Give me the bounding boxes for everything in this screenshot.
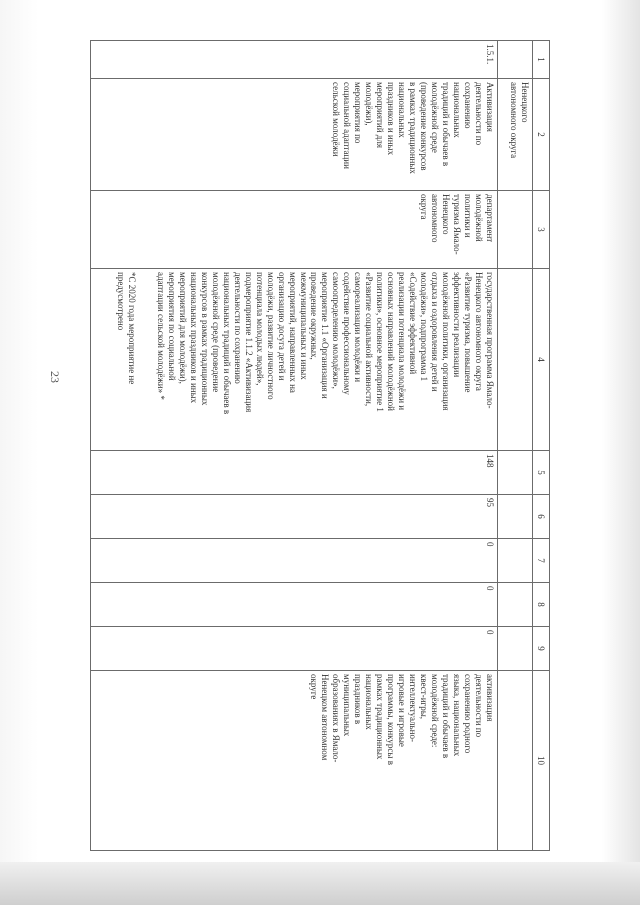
value-col-7: 0 (91, 539, 498, 583)
program-cell (91, 269, 498, 451)
rotated-table-container (90, 40, 550, 850)
continuation-row (498, 41, 533, 851)
header-cell-10: 10 (533, 671, 550, 851)
header-cell-7: 7 (533, 539, 550, 583)
value-col-6: 95 (91, 495, 498, 539)
value-col-8: 0 (91, 583, 498, 627)
page-number: 23 (48, 371, 62, 383)
value-col-9: 0 (91, 627, 498, 671)
continuation-cell-10 (498, 671, 533, 851)
continuation-cell-8 (498, 583, 533, 627)
scanner-edge-shadow (0, 862, 640, 905)
header-cell-2: 2 (533, 79, 550, 191)
continuation-cell-9 (498, 627, 533, 671)
continuation-cell-7 (498, 539, 533, 583)
program-footnote: *С 2020 года мероприятие не предусмотрено (116, 272, 137, 385)
header-cell-4: 4 (533, 269, 550, 451)
continuation-cell-4 (498, 269, 533, 451)
header-cell-1: 1 (533, 41, 550, 79)
continuation-cell-1 (498, 41, 533, 79)
value-col-5: 148 (91, 451, 498, 495)
activities-table (90, 40, 550, 851)
header-cell-5: 5 (533, 451, 550, 495)
continuation-cell-5 (498, 451, 533, 495)
header-cell-8: 8 (533, 583, 550, 627)
activity-name: Активизация деятельности по сохранению национальных традиций и обычаев в молодёжной среде (проведение конкурсов в рамках традиционных национальных праздников и иных мероприятий для молодёжи), мероприятия по социальной адаптации сельской молодёжи (91, 79, 498, 191)
header-cell-9: 9 (533, 627, 550, 671)
header-cell-6: 6 (533, 495, 550, 539)
continuation-cell-2: Ненецкого автономного округа (498, 79, 533, 191)
table-row (91, 41, 498, 851)
program-text: государственная программа Ямало- Ненецкого автономного округа «Развитие туризма, повышение эффективности реализации молодёжной политики, организация отдыха и оздоровления детей и молодёжи», подпрограмма 1 «Содействие эффективной реализации потенциала молодёжи и основных направлений молодёжной политики», основное мероприятие 1 «Развитие социальной активности, самореализации молодёжи и содействие профессиональному самоопределению молодёжи», мероприятие 1.1 «Организация и проведение окружных, межмуниципальных и иных мероприятий, направленных на организацию досуга детей и молодёжи, развитие личностного потенциала молодых людей», подмероприятие 1.1.2 «Активизация деятельности по сохранению национальных традиций и обычаев в молодёжной среде (проведение конкурсов в рамках традиционных национальных праздников и иных мероприятий для молодёжи), мероприятия по социальной адаптации сельской молодёжи» * (155, 272, 495, 415)
table-header-row (533, 41, 550, 851)
expected-result: активизация деятельности по сохранению родного языка, национальных традиций и обычаев в молодёжной среде: квест-игры, интеллектуально- игровые и игровые программы, конкурсы в рамках традиционных национальных праздников в муниципальных образованиях в Ямало- Ненецком автономном округе (91, 671, 498, 851)
continuation-cell-6 (498, 495, 533, 539)
executor: департамент молодёжной политики и туризма Ямало- Ненецкого автономного округа (91, 191, 498, 269)
row-number: 1.5.1. (91, 41, 498, 79)
header-cell-3: 3 (533, 191, 550, 269)
continuation-cell-3 (498, 191, 533, 269)
